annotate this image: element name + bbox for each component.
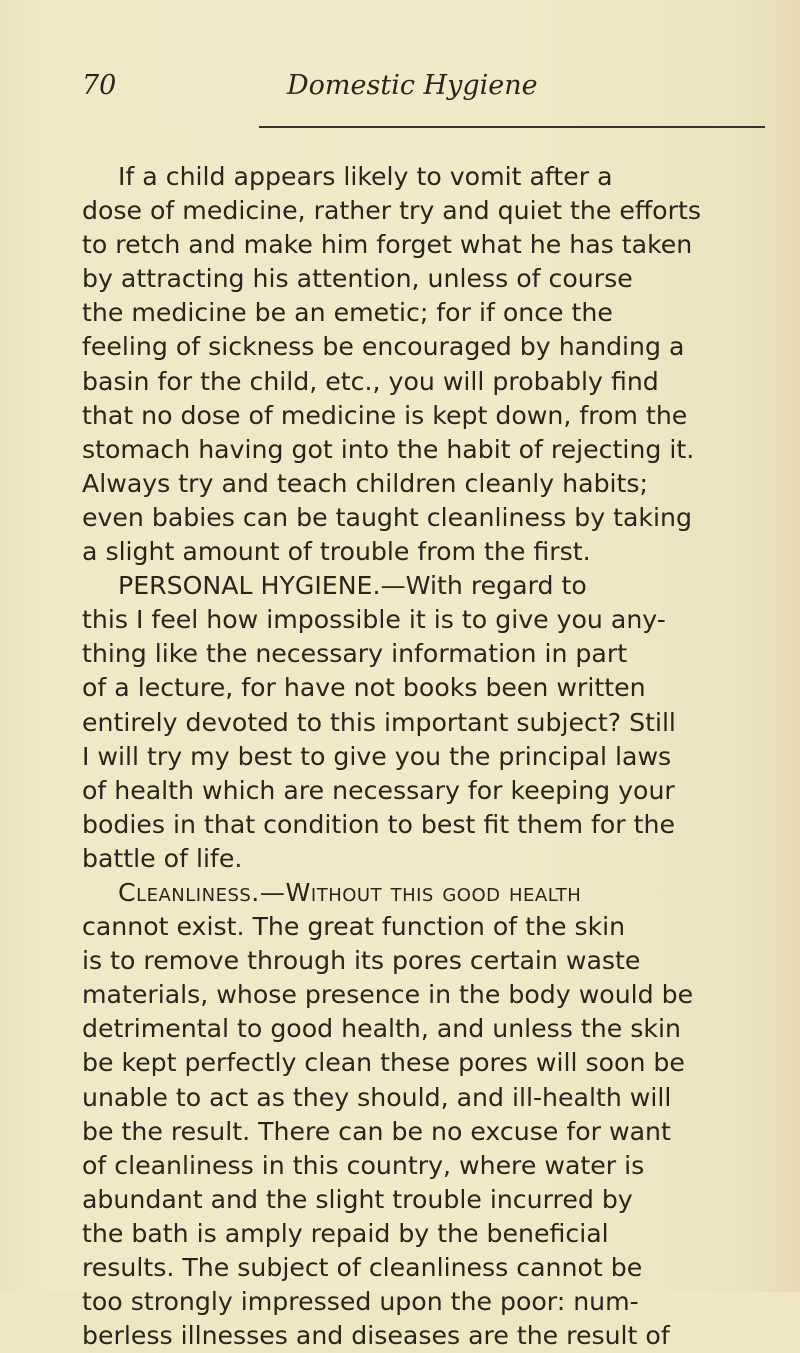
text-line: cannot exist. The great function of the skin — [82, 912, 626, 942]
text-line: the medicine be an emetic; for if once the — [82, 298, 613, 328]
text-line: a slight amount of trouble from the first. — [82, 537, 591, 567]
header-rule — [259, 126, 765, 128]
text-line: of health which are necessary for keeping your — [82, 775, 675, 805]
text-line: battle of life. — [82, 843, 243, 873]
text-line: this I feel how impossible it is to give you any- — [82, 605, 666, 635]
body-text — [82, 160, 734, 1353]
text-line: bodies in that condition to best fit them for the — [82, 809, 675, 839]
text-line: detrimental to good health, and unless the skin — [82, 1014, 681, 1044]
text-line: of a lecture, for have not books been written — [82, 673, 646, 703]
text-line: too strongly impressed upon the poor: num- — [82, 1287, 639, 1317]
text-line: even babies can be taught cleanliness by taking — [82, 502, 692, 532]
text-line: thing like the necessary information in part — [82, 639, 628, 669]
text-line: by attracting his attention, unless of course — [82, 264, 633, 294]
page-number: 70 — [82, 70, 117, 101]
text-line: feeling of sickness be encouraged by handing a — [82, 332, 685, 362]
text-line: results. The subject of cleanliness cannot be — [82, 1253, 643, 1282]
text-line: to retch and make him forget what he has taken — [82, 230, 693, 260]
text-line: be the result. There can be no excuse for want — [82, 1116, 671, 1146]
text-line: berless illnesses and diseases are the result of — [82, 1321, 670, 1351]
text-line: basin for the child, etc., you will probably find — [82, 366, 659, 396]
text-line: Always try and teach children cleanly habits; — [82, 468, 649, 498]
text-line: dose of medicine, rather try and quiet the efforts — [82, 196, 701, 226]
text-line: entirely devoted to this important subject? Still — [82, 707, 676, 737]
text-line: that no dose of medicine is kept down, from the — [82, 400, 688, 430]
text-line: of cleanliness in this country, where water is — [82, 1150, 645, 1180]
page-header — [82, 70, 722, 110]
text-line: unable to act as they should, and ill-health will — [82, 1082, 672, 1112]
text-line: the bath is amply repaid by the beneficial — [82, 1218, 609, 1248]
text-line: be kept perfectly clean these pores will soon be — [82, 1048, 685, 1078]
section-heading-personal-hygiene: PERSONAL HYGIENE.—With regard to — [118, 571, 587, 601]
text-line: abundant and the slight trouble incurred by — [82, 1184, 633, 1214]
text-line: materials, whose presence in the body would be — [82, 980, 694, 1010]
text-line: I will try my best to give you the principal laws — [82, 741, 672, 771]
section-heading-cleanliness: Cleanliness.—Without this good health — [118, 877, 582, 907]
text-line: If a child appears likely to vomit after a — [118, 162, 613, 191]
text-line: is to remove through its pores certain waste — [82, 946, 641, 976]
text-line: stomach having got into the habit of rejecting it. — [82, 434, 695, 464]
running-title: Domestic Hygiene — [287, 70, 538, 101]
